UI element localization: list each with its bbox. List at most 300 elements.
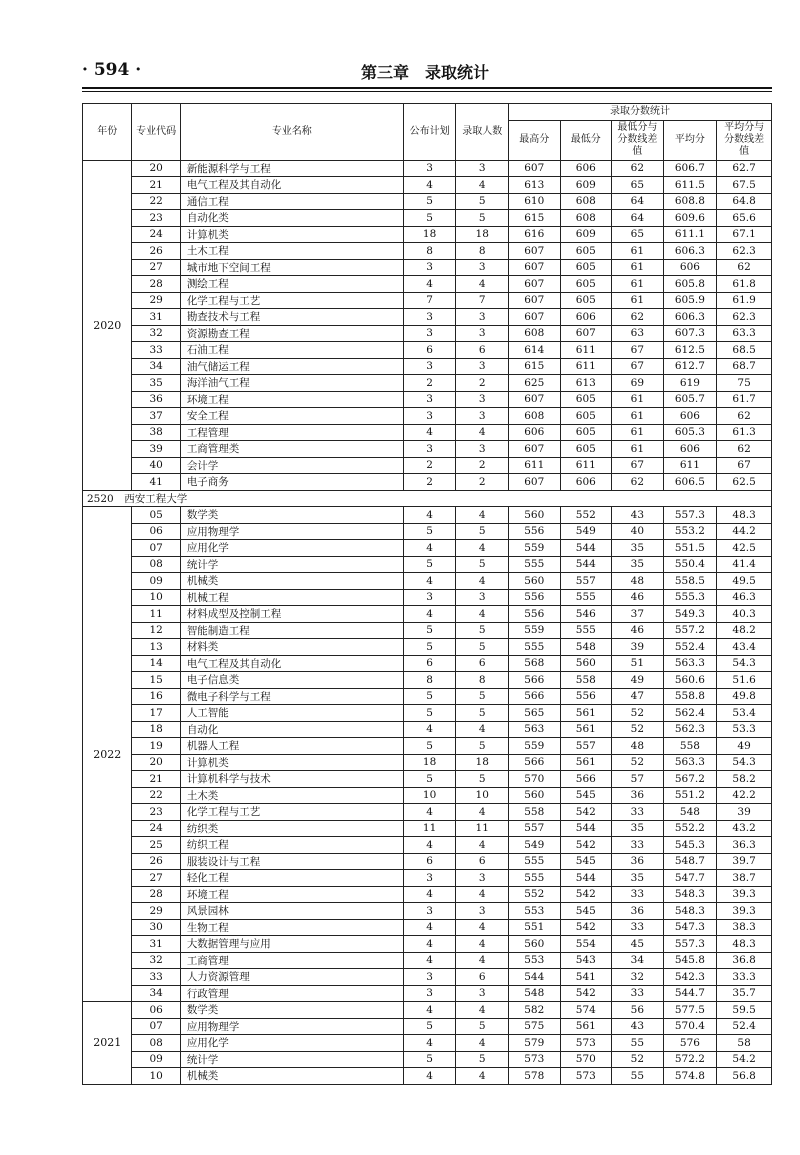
year-cell: 2021 <box>83 1002 132 1085</box>
code-cell: 17 <box>132 705 180 722</box>
name-cell: 电子信息类 <box>180 672 403 689</box>
min-diff-cell: 69 <box>612 375 664 392</box>
name-cell: 通信工程 <box>180 193 403 210</box>
plan-cell: 4 <box>403 540 456 557</box>
name-cell: 材料成型及控制工程 <box>180 606 403 623</box>
name-cell: 海洋油气工程 <box>180 375 403 392</box>
avg-diff-cell: 75 <box>717 375 772 392</box>
min-diff-cell: 67 <box>612 457 664 474</box>
admitted-cell: 5 <box>456 705 509 722</box>
avg-diff-cell: 42.5 <box>717 540 772 557</box>
avg-cell: 611.5 <box>663 177 717 194</box>
avg-cell: 551.2 <box>663 787 717 804</box>
min-diff-cell: 46 <box>612 622 664 639</box>
name-cell: 计算机类 <box>180 226 403 243</box>
plan-cell: 3 <box>403 589 456 606</box>
min-diff-cell: 40 <box>612 523 664 540</box>
min-cell: 561 <box>560 721 612 738</box>
min-cell: 556 <box>560 688 612 705</box>
year-cell: 2020 <box>83 160 132 490</box>
name-cell: 计算机类 <box>180 754 403 771</box>
avg-diff-cell: 62.7 <box>717 160 772 177</box>
plan-cell: 3 <box>403 309 456 326</box>
name-cell: 城市地下空间工程 <box>180 259 403 276</box>
min-cell: 545 <box>560 787 612 804</box>
admitted-cell: 3 <box>456 408 509 425</box>
table-row <box>83 573 772 590</box>
table-row <box>83 424 772 441</box>
avg-cell: 548 <box>663 804 717 821</box>
min-cell: 542 <box>560 985 612 1002</box>
avg-cell: 545.8 <box>663 952 717 969</box>
admitted-cell: 5 <box>456 688 509 705</box>
min-diff-cell: 48 <box>612 738 664 755</box>
max-cell: 615 <box>509 210 561 227</box>
table-row <box>83 391 772 408</box>
avg-cell: 607.3 <box>663 325 717 342</box>
table-row <box>83 507 772 524</box>
avg-cell: 550.4 <box>663 556 717 573</box>
avg-diff-cell: 67.5 <box>717 177 772 194</box>
avg-diff-cell: 54.3 <box>717 655 772 672</box>
name-cell: 机械工程 <box>180 589 403 606</box>
admitted-cell: 3 <box>456 358 509 375</box>
name-cell: 土木工程 <box>180 243 403 260</box>
avg-cell: 572.2 <box>663 1051 717 1068</box>
code-cell: 28 <box>132 276 180 293</box>
name-cell: 人力资源管理 <box>180 969 403 986</box>
code-cell: 37 <box>132 408 180 425</box>
code-cell: 23 <box>132 804 180 821</box>
avg-cell: 606.3 <box>663 243 717 260</box>
min-diff-cell: 65 <box>612 226 664 243</box>
table-row <box>83 969 772 986</box>
admitted-cell: 3 <box>456 870 509 887</box>
plan-cell: 3 <box>403 870 456 887</box>
admitted-cell: 4 <box>456 837 509 854</box>
plan-cell: 3 <box>403 969 456 986</box>
avg-diff-cell: 67.1 <box>717 226 772 243</box>
code-cell: 33 <box>132 969 180 986</box>
plan-cell: 18 <box>403 226 456 243</box>
table-row <box>83 1002 772 1019</box>
plan-cell: 5 <box>403 639 456 656</box>
min-cell: 542 <box>560 804 612 821</box>
plan-cell: 6 <box>403 853 456 870</box>
avg-diff-cell: 48.3 <box>717 936 772 953</box>
avg-cell: 605.8 <box>663 276 717 293</box>
min-diff-cell: 33 <box>612 886 664 903</box>
min-cell: 561 <box>560 754 612 771</box>
max-cell: 559 <box>509 738 561 755</box>
avg-cell: 609.6 <box>663 210 717 227</box>
admitted-cell: 5 <box>456 193 509 210</box>
admitted-cell: 2 <box>456 474 509 491</box>
name-cell: 材料类 <box>180 639 403 656</box>
avg-cell: 562.3 <box>663 721 717 738</box>
min-cell: 555 <box>560 622 612 639</box>
min-diff-cell: 47 <box>612 688 664 705</box>
avg-cell: 558.5 <box>663 573 717 590</box>
plan-cell: 4 <box>403 1035 456 1052</box>
avg-cell: 558.8 <box>663 688 717 705</box>
plan-cell: 3 <box>403 985 456 1002</box>
name-cell: 应用物理学 <box>180 1018 403 1035</box>
name-cell: 安全工程 <box>180 408 403 425</box>
table-row <box>83 259 772 276</box>
admitted-cell: 4 <box>456 606 509 623</box>
max-cell: 610 <box>509 193 561 210</box>
min-diff-cell: 61 <box>612 424 664 441</box>
avg-cell: 567.2 <box>663 771 717 788</box>
plan-cell: 5 <box>403 523 456 540</box>
max-cell: 553 <box>509 903 561 920</box>
min-cell: 561 <box>560 705 612 722</box>
min-cell: 605 <box>560 243 612 260</box>
min-cell: 613 <box>560 375 612 392</box>
admitted-cell: 5 <box>456 1051 509 1068</box>
table-row <box>83 606 772 623</box>
admitted-cell: 3 <box>456 985 509 1002</box>
admitted-cell: 3 <box>456 441 509 458</box>
avg-diff-cell: 49.5 <box>717 573 772 590</box>
code-cell: 27 <box>132 259 180 276</box>
plan-cell: 5 <box>403 1018 456 1035</box>
avg-diff-cell: 51.6 <box>717 672 772 689</box>
avg-diff-cell: 35.7 <box>717 985 772 1002</box>
min-diff-cell: 35 <box>612 820 664 837</box>
avg-cell: 557.3 <box>663 936 717 953</box>
name-cell: 智能制造工程 <box>180 622 403 639</box>
name-cell: 统计学 <box>180 1051 403 1068</box>
plan-cell: 4 <box>403 573 456 590</box>
name-cell: 应用物理学 <box>180 523 403 540</box>
admitted-cell: 6 <box>456 655 509 672</box>
plan-cell: 10 <box>403 787 456 804</box>
avg-cell: 619 <box>663 375 717 392</box>
code-cell: 08 <box>132 556 180 573</box>
plan-cell: 4 <box>403 1002 456 1019</box>
min-cell: 609 <box>560 177 612 194</box>
plan-cell: 3 <box>403 441 456 458</box>
table-row <box>83 919 772 936</box>
admitted-cell: 4 <box>456 507 509 524</box>
table-row <box>83 886 772 903</box>
plan-cell: 4 <box>403 886 456 903</box>
min-cell: 611 <box>560 342 612 359</box>
max-cell: 555 <box>509 639 561 656</box>
max-cell: 555 <box>509 853 561 870</box>
avg-diff-cell: 61.7 <box>717 391 772 408</box>
code-cell: 38 <box>132 424 180 441</box>
admitted-cell: 8 <box>456 243 509 260</box>
avg-diff-cell: 68.5 <box>717 342 772 359</box>
plan-cell: 5 <box>403 688 456 705</box>
min-cell: 608 <box>560 193 612 210</box>
plan-cell: 5 <box>403 705 456 722</box>
plan-cell: 5 <box>403 738 456 755</box>
name-cell: 大数据管理与应用 <box>180 936 403 953</box>
school-name: 2520 西安工程大学 <box>83 490 772 507</box>
min-cell: 606 <box>560 160 612 177</box>
code-cell: 24 <box>132 226 180 243</box>
admitted-cell: 5 <box>456 523 509 540</box>
max-cell: 557 <box>509 820 561 837</box>
code-cell: 23 <box>132 210 180 227</box>
col-score-group: 录取分数统计 <box>509 104 772 121</box>
name-cell: 人工智能 <box>180 705 403 722</box>
max-cell: 556 <box>509 589 561 606</box>
min-diff-cell: 32 <box>612 969 664 986</box>
min-diff-cell: 35 <box>612 540 664 557</box>
code-cell: 12 <box>132 622 180 639</box>
min-diff-cell: 62 <box>612 160 664 177</box>
plan-cell: 5 <box>403 193 456 210</box>
table-row <box>83 193 772 210</box>
max-cell: 607 <box>509 292 561 309</box>
max-cell: 608 <box>509 325 561 342</box>
avg-diff-cell: 33.3 <box>717 969 772 986</box>
name-cell: 测绘工程 <box>180 276 403 293</box>
name-cell: 工程管理 <box>180 424 403 441</box>
min-cell: 605 <box>560 408 612 425</box>
avg-diff-cell: 62 <box>717 259 772 276</box>
min-diff-cell: 61 <box>612 441 664 458</box>
min-cell: 544 <box>560 540 612 557</box>
avg-diff-cell: 61.3 <box>717 424 772 441</box>
min-cell: 560 <box>560 655 612 672</box>
avg-diff-cell: 59.5 <box>717 1002 772 1019</box>
avg-cell: 574.8 <box>663 1068 717 1085</box>
avg-cell: 557.3 <box>663 507 717 524</box>
table-row <box>83 655 772 672</box>
name-cell: 化学工程与工艺 <box>180 804 403 821</box>
name-cell: 油气储运工程 <box>180 358 403 375</box>
table-row <box>83 870 772 887</box>
code-cell: 07 <box>132 540 180 557</box>
table-row <box>83 1018 772 1035</box>
avg-diff-cell: 46.3 <box>717 589 772 606</box>
plan-cell: 4 <box>403 1068 456 1085</box>
max-cell: 560 <box>509 787 561 804</box>
code-cell: 39 <box>132 441 180 458</box>
max-cell: 575 <box>509 1018 561 1035</box>
max-cell: 616 <box>509 226 561 243</box>
table-row <box>83 540 772 557</box>
table-row <box>83 771 772 788</box>
table-row <box>83 721 772 738</box>
min-cell: 544 <box>560 556 612 573</box>
table-row <box>83 820 772 837</box>
plan-cell: 3 <box>403 325 456 342</box>
plan-cell: 4 <box>403 919 456 936</box>
code-cell: 09 <box>132 573 180 590</box>
avg-diff-cell: 43.2 <box>717 820 772 837</box>
table-row <box>83 177 772 194</box>
plan-cell: 4 <box>403 606 456 623</box>
code-cell: 10 <box>132 1068 180 1085</box>
avg-diff-cell: 43.4 <box>717 639 772 656</box>
plan-cell: 4 <box>403 507 456 524</box>
code-cell: 22 <box>132 787 180 804</box>
plan-cell: 2 <box>403 375 456 392</box>
min-diff-cell: 39 <box>612 639 664 656</box>
table-row <box>83 754 772 771</box>
plan-cell: 3 <box>403 160 456 177</box>
code-cell: 25 <box>132 837 180 854</box>
name-cell: 新能源科学与工程 <box>180 160 403 177</box>
max-cell: 556 <box>509 606 561 623</box>
max-cell: 615 <box>509 358 561 375</box>
plan-cell: 3 <box>403 408 456 425</box>
max-cell: 565 <box>509 705 561 722</box>
avg-diff-cell: 44.2 <box>717 523 772 540</box>
code-cell: 34 <box>132 358 180 375</box>
max-cell: 560 <box>509 573 561 590</box>
code-cell: 32 <box>132 325 180 342</box>
avg-cell: 542.3 <box>663 969 717 986</box>
admitted-cell: 4 <box>456 804 509 821</box>
page-number: · 594 · <box>82 60 142 80</box>
admitted-cell: 18 <box>456 754 509 771</box>
min-diff-cell: 62 <box>612 474 664 491</box>
min-diff-cell: 56 <box>612 1002 664 1019</box>
min-cell: 549 <box>560 523 612 540</box>
code-cell: 07 <box>132 1018 180 1035</box>
min-cell: 608 <box>560 210 612 227</box>
name-cell: 电子商务 <box>180 474 403 491</box>
min-diff-cell: 48 <box>612 573 664 590</box>
avg-diff-cell: 67 <box>717 457 772 474</box>
avg-diff-cell: 48.2 <box>717 622 772 639</box>
avg-cell: 547.7 <box>663 870 717 887</box>
avg-cell: 545.3 <box>663 837 717 854</box>
min-cell: 561 <box>560 1018 612 1035</box>
avg-cell: 560.6 <box>663 672 717 689</box>
col-admitted: 录取人数 <box>456 104 509 161</box>
table-row <box>83 853 772 870</box>
min-diff-cell: 64 <box>612 193 664 210</box>
avg-cell: 606.5 <box>663 474 717 491</box>
min-diff-cell: 45 <box>612 936 664 953</box>
avg-diff-cell: 62.3 <box>717 243 772 260</box>
code-cell: 20 <box>132 754 180 771</box>
table-row <box>83 226 772 243</box>
table-row <box>83 292 772 309</box>
min-diff-cell: 33 <box>612 985 664 1002</box>
table-row <box>83 523 772 540</box>
min-cell: 542 <box>560 886 612 903</box>
min-diff-cell: 34 <box>612 952 664 969</box>
min-diff-cell: 43 <box>612 1018 664 1035</box>
avg-cell: 549.3 <box>663 606 717 623</box>
admitted-cell: 5 <box>456 1018 509 1035</box>
avg-cell: 608.8 <box>663 193 717 210</box>
min-diff-cell: 52 <box>612 721 664 738</box>
chapter-title: 第三章 录取统计 <box>360 63 489 82</box>
min-diff-cell: 37 <box>612 606 664 623</box>
table-row <box>83 375 772 392</box>
max-cell: 607 <box>509 391 561 408</box>
col-avg: 平均分 <box>663 120 717 160</box>
table-row <box>83 952 772 969</box>
code-cell: 21 <box>132 771 180 788</box>
avg-diff-cell: 62 <box>717 441 772 458</box>
name-cell: 纺织工程 <box>180 837 403 854</box>
avg-cell: 570.4 <box>663 1018 717 1035</box>
admitted-cell: 4 <box>456 952 509 969</box>
name-cell: 土木类 <box>180 787 403 804</box>
min-diff-cell: 55 <box>612 1035 664 1052</box>
avg-cell: 563.3 <box>663 754 717 771</box>
min-diff-cell: 61 <box>612 276 664 293</box>
header-rule-thin <box>82 91 772 92</box>
plan-cell: 6 <box>403 342 456 359</box>
max-cell: 607 <box>509 441 561 458</box>
max-cell: 607 <box>509 160 561 177</box>
min-cell: 605 <box>560 276 612 293</box>
admitted-cell: 4 <box>456 540 509 557</box>
admitted-cell: 11 <box>456 820 509 837</box>
max-cell: 578 <box>509 1068 561 1085</box>
plan-cell: 4 <box>403 177 456 194</box>
min-cell: 611 <box>560 358 612 375</box>
col-min-diff: 最低分与分数线差值 <box>612 120 664 160</box>
min-cell: 557 <box>560 738 612 755</box>
max-cell: 570 <box>509 771 561 788</box>
min-cell: 555 <box>560 589 612 606</box>
min-diff-cell: 46 <box>612 589 664 606</box>
max-cell: 548 <box>509 985 561 1002</box>
code-cell: 06 <box>132 523 180 540</box>
min-diff-cell: 67 <box>612 358 664 375</box>
code-cell: 34 <box>132 985 180 1002</box>
avg-cell: 606 <box>663 441 717 458</box>
name-cell: 自动化类 <box>180 210 403 227</box>
avg-diff-cell: 62.5 <box>717 474 772 491</box>
plan-cell: 5 <box>403 622 456 639</box>
code-cell: 05 <box>132 507 180 524</box>
min-cell: 607 <box>560 325 612 342</box>
avg-diff-cell: 53.4 <box>717 705 772 722</box>
min-diff-cell: 36 <box>612 903 664 920</box>
max-cell: 544 <box>509 969 561 986</box>
max-cell: 558 <box>509 804 561 821</box>
admitted-cell: 18 <box>456 226 509 243</box>
table-row <box>83 804 772 821</box>
code-cell: 13 <box>132 639 180 656</box>
min-diff-cell: 35 <box>612 870 664 887</box>
max-cell: 553 <box>509 952 561 969</box>
avg-cell: 548.3 <box>663 903 717 920</box>
plan-cell: 5 <box>403 1051 456 1068</box>
table-row <box>83 474 772 491</box>
max-cell: 607 <box>509 276 561 293</box>
avg-diff-cell: 38.7 <box>717 870 772 887</box>
table-row <box>83 985 772 1002</box>
avg-cell: 547.3 <box>663 919 717 936</box>
table-row <box>83 160 772 177</box>
admitted-cell: 3 <box>456 903 509 920</box>
max-cell: 573 <box>509 1051 561 1068</box>
avg-cell: 548.7 <box>663 853 717 870</box>
table-row <box>83 243 772 260</box>
admitted-cell: 3 <box>456 325 509 342</box>
code-cell: 29 <box>132 292 180 309</box>
avg-cell: 606.7 <box>663 160 717 177</box>
table-row <box>83 408 772 425</box>
name-cell: 纺织类 <box>180 820 403 837</box>
